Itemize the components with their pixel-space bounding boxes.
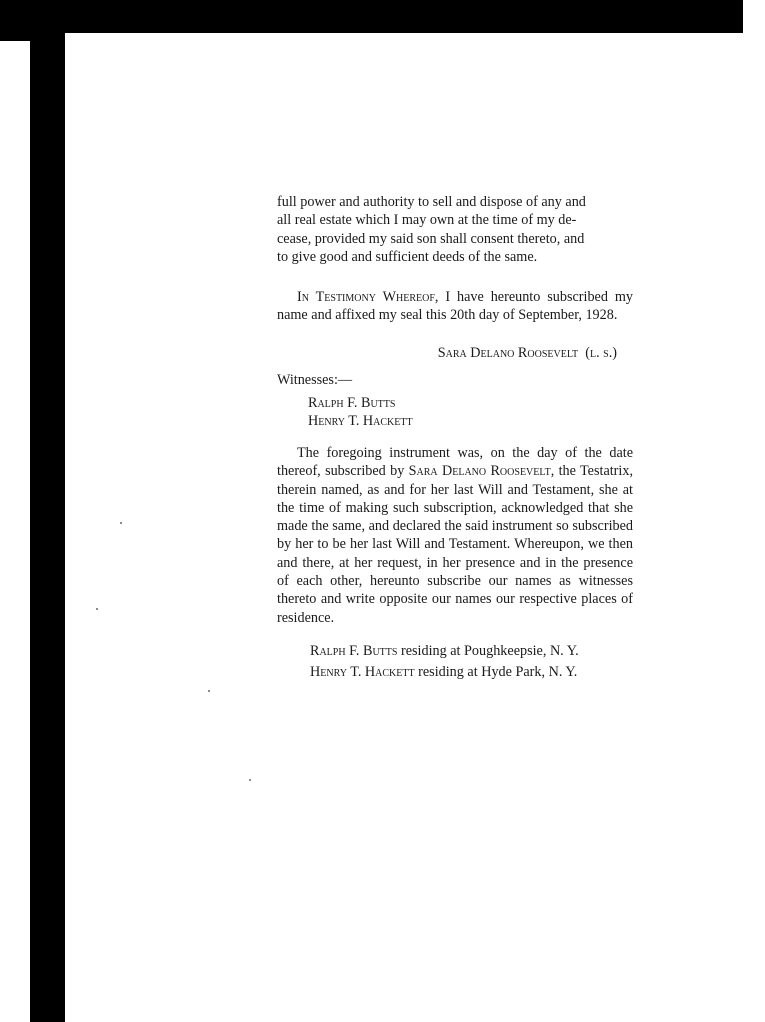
scan-speck [120, 522, 122, 524]
scan-speck [96, 608, 98, 610]
signature-line [438, 345, 617, 362]
paragraph-power-of-sale [277, 193, 633, 266]
scan-edge-margin [0, 0, 30, 1022]
witnesses-heading: Witnesses:— [277, 372, 353, 388]
testimony-text [277, 288, 633, 325]
witness-name: Henry T. Hackett [308, 413, 413, 429]
text-line: to give good and sufficient deeds of the same. [277, 248, 538, 265]
witness-residence: Ralph F. Butts residing at Poughkeepsie, N. Y. [310, 643, 579, 659]
scan-speck [249, 779, 251, 781]
text-line: all real estate which I may own at the time of my de- [277, 212, 577, 229]
seal-mark: (l. s.) [585, 345, 617, 361]
text-line: cease, provided my said son shall consent thereto, and [277, 230, 585, 247]
signature-name: Sara Delano Roosevelt [437, 345, 579, 361]
text-line: full power and authority to sell and dispose of any and [277, 194, 586, 210]
scan-border-left [30, 0, 65, 1022]
witness-residence: Henry T. Hackett residing at Hyde Park, N. Y. [310, 664, 578, 680]
paragraph-attestation [277, 444, 633, 627]
attestation-text: The foregoing instrument was, on the day of the date thereof, subscribed by Sara Delano Roosevelt, the Testatrix, therein named, as and for her last Will and Testament, she at the time of making such subscription, acknowledged that she made the same, and declared the said instrument so subscribed by her to be her last Will and Testament. Whereupon, we then and there, at her request, in her presence and in the presence of each other, hereunto subscribe our names as witnesses thereto and write opposite our names our respective places of residence. [277, 445, 633, 626]
testimony-lead: In Testimony Whereof, [297, 289, 439, 305]
testatrix-name: Sara Delano Roosevelt [408, 463, 551, 480]
paragraph-testimony [277, 288, 633, 325]
scan-border-top [0, 0, 743, 33]
testimony-body: I have hereunto subscribed my name and affixed my seal this 20th day of September, 1928. [277, 289, 633, 324]
scan-speck [208, 690, 210, 692]
witness-name: Ralph F. Butts [308, 395, 396, 411]
